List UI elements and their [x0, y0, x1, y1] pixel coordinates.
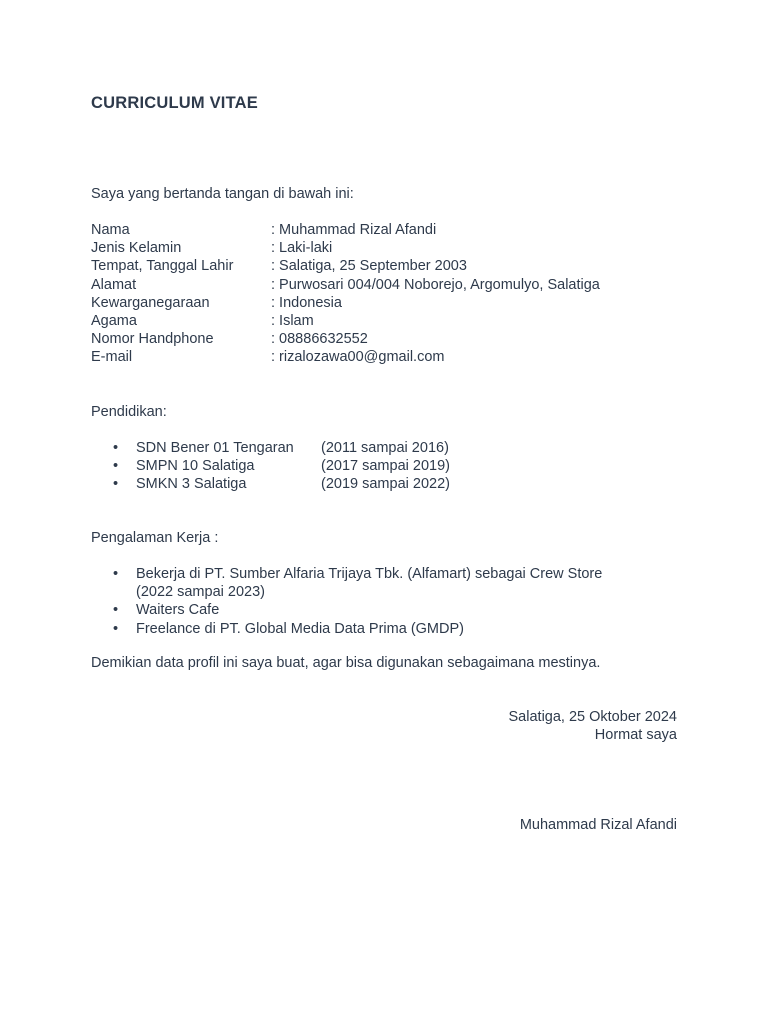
- work-heading: Pengalaman Kerja :: [91, 530, 219, 546]
- field-value: : Purwosari 004/004 Noborejo, Argomulyo, Salatiga: [271, 276, 600, 293]
- bullet: •: [113, 440, 119, 456]
- education-school: SMKN 3 Salatiga: [136, 476, 247, 493]
- list-item: [91, 457, 450, 475]
- field-label: Kewarganegaraan: [91, 294, 210, 311]
- field-value: : Indonesia: [271, 294, 342, 311]
- field-row-nama: [91, 221, 600, 239]
- list-item: [91, 620, 636, 638]
- field-row-agama: [91, 312, 600, 330]
- education-school: SDN Bener 01 Tengaran: [136, 440, 294, 456]
- bullet: •: [113, 566, 119, 582]
- signature-name: Muhammad Rizal Afandi: [519, 817, 677, 833]
- field-value: : 08886632552: [271, 331, 368, 348]
- field-row-nomor-handphone: [91, 330, 600, 348]
- education-years: (2017 sampai 2019): [321, 458, 450, 475]
- field-row-email: [91, 348, 600, 366]
- personal-data-table: [91, 221, 600, 367]
- field-label: Nomor Handphone: [91, 331, 214, 348]
- bullet: •: [113, 476, 119, 493]
- field-value: : Muhammad Rizal Afandi: [271, 222, 437, 238]
- field-label: Tempat, Tanggal Lahir: [91, 258, 234, 275]
- field-value: : Islam: [271, 312, 314, 329]
- education-years: (2019 sampai 2022): [321, 476, 450, 493]
- field-value: : Laki-laki: [271, 240, 333, 257]
- field-label: Nama: [91, 222, 130, 238]
- bullet: •: [113, 602, 119, 619]
- field-label: E-mail: [91, 349, 133, 366]
- closing-statement: Demikian data profil ini saya buat, agar bisa digunakan sebagaimana mestinya.: [91, 655, 601, 671]
- bullet: •: [113, 620, 119, 637]
- field-label: Alamat: [91, 276, 137, 293]
- education-school: SMPN 10 Salatiga: [136, 458, 255, 475]
- intro-text: Saya yang bertanda tangan di bawah ini:: [91, 186, 354, 202]
- education-heading: Pendidikan:: [91, 404, 167, 420]
- field-row-tempat-tanggal-lahir: [91, 257, 600, 275]
- list-item: [91, 439, 450, 457]
- signature-place-date: Salatiga, 25 Oktober 2024: [508, 709, 677, 725]
- work-item-text: Bekerja di PT. Sumber Alfaria Trijaya Tbk. (Alfamart) sebagai Crew Store (2022 sampai 2023): [136, 566, 603, 601]
- work-item-text: Waiters Cafe: [136, 602, 220, 619]
- field-value: : rizalozawa00@gmail.com: [271, 349, 445, 366]
- work-item-text: Freelance di PT. Global Media Data Prima (GMDP): [136, 620, 464, 637]
- field-row-alamat: [91, 276, 600, 294]
- field-value: : Salatiga, 25 September 2003: [271, 258, 467, 275]
- list-item: [91, 475, 450, 493]
- education-list: [91, 439, 450, 494]
- document-title: CURRICULUM VITAE: [91, 94, 258, 112]
- field-row-jenis-kelamin: [91, 239, 600, 257]
- education-years: (2011 sampai 2016): [321, 440, 449, 456]
- field-label: Agama: [91, 312, 137, 329]
- work-list: [91, 565, 636, 638]
- field-row-kewarganegaraan: [91, 294, 600, 312]
- signature-greeting: Hormat saya: [594, 727, 677, 743]
- list-item: [91, 601, 636, 619]
- bullet: •: [113, 458, 119, 475]
- field-label: Jenis Kelamin: [91, 240, 182, 257]
- list-item: [91, 565, 636, 601]
